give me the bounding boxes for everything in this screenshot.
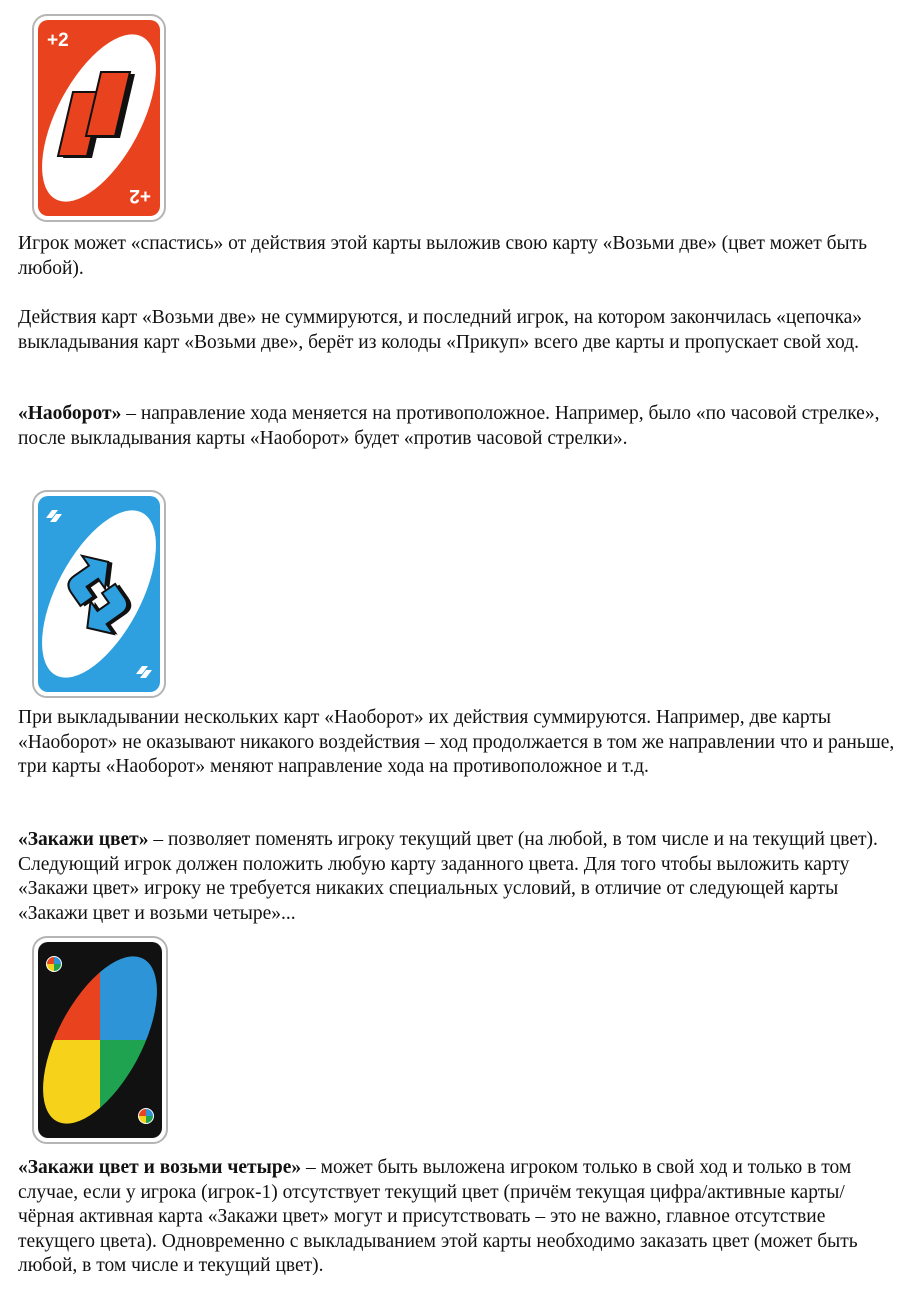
paragraph-4: При выкладывании нескольких карт «Наоборот» их действия суммируются. Например, две карты «Наоборот» не оказывают никакого воздействия – ход продолжается в том же направлении что и раньше, три карты «Наоборот» меняют направление хода на противоположное и т.д. xyxy=(18,707,895,777)
paragraph-reverse-text: – направление хода меняется на противоположное. Например, было «по часовой стрелке», после выкладывания карты «Наоборот» будет «против часовой стрелки». xyxy=(18,403,880,449)
wild-card xyxy=(30,934,170,1146)
paragraph-wild xyxy=(18,828,898,926)
paragraph-1: Игрок может «спастись» от действия этой карты выложив свою карту «Возьми две» (цвет может быть любой). xyxy=(18,233,868,279)
term-wild-draw-four: «Закажи цвет и возьми четыре» xyxy=(18,1157,302,1178)
reverse-card xyxy=(30,488,168,700)
term-wild: «Закажи цвет» xyxy=(18,829,149,850)
draw-two-card xyxy=(30,12,168,224)
paragraph-wild-draw-four-text: – может быть выложена игроком только в свой ход и только в том случае, если у игрока (игрок-1) отсутствует текущий цвет (причём текущая цифра/активные карты/чёрная активная карта «Закажи цвет» могут и присутствовать – это не важно, главное отсутствие текущего цвета). Одновременно с выкладыванием этой карты необходимо заказать цвет (может быть любой, в том числе и текущий цвет). xyxy=(18,1157,858,1276)
paragraph-wild-draw-four xyxy=(18,1156,898,1279)
paragraph-2: Действия карт «Возьми две» не суммируются, и последний игрок, на котором закончилась «цепочка» выкладывания карт «Возьми две», берёт из колоды «Прикуп» всего две карты и пропускает свой ход. xyxy=(18,307,863,353)
term-reverse: «Наоборот» xyxy=(18,403,122,424)
card-corner-label: +2 xyxy=(47,30,69,51)
card-corner-label-inverted: +2 xyxy=(129,185,151,206)
paragraph-wild-text: – позволяет поменять игроку текущий цвет (на любой, в том числе и на текущий цвет). Следующий игрок должен положить любую карту заданного цвета. Для того чтобы выложить карту «Закажи цвет» игроку не требуется никаких специальных условий, в отличие от следующей карты «Закажи цвет и возьми четыре»... xyxy=(18,829,878,924)
paragraph-reverse xyxy=(18,402,898,451)
